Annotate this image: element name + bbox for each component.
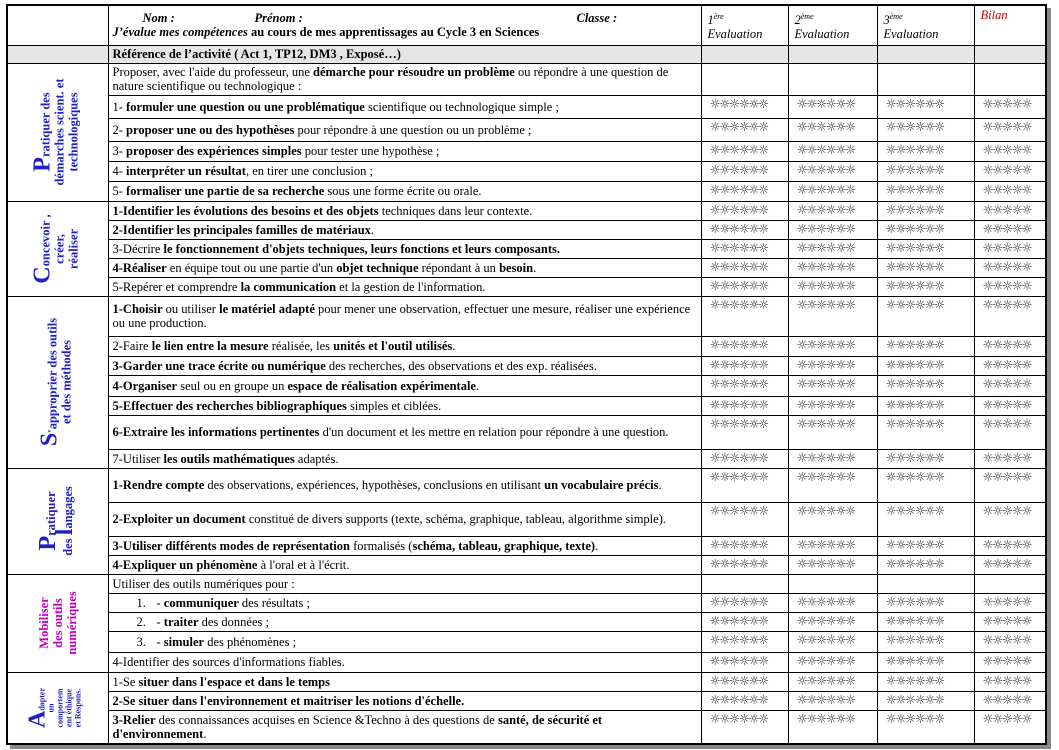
- competence-row: 5-Repérer et comprendre la communication et la gestion de l'information.: [108, 277, 701, 296]
- star-rating-bilan[interactable]: ☼☼☼☼☼: [974, 555, 1046, 574]
- star-rating-eval2[interactable]: ☼☼☼☼☼☼: [788, 375, 877, 396]
- star-rating-eval1[interactable]: ☼☼☼☼☼☼: [701, 296, 788, 336]
- prenom-label: Prénom :: [254, 11, 303, 26]
- star-rating-eval1[interactable]: ☼☼☼☼☼☼: [701, 415, 788, 449]
- star-rating-bilan[interactable]: ☼☼☼☼☼: [974, 449, 1046, 468]
- star-rating-eval3[interactable]: ☼☼☼☼☼☼: [877, 239, 974, 258]
- star-rating-eval2[interactable]: ☼☼☼☼☼☼: [788, 220, 877, 239]
- star-rating-bilan[interactable]: ☼☼☼☼☼: [974, 593, 1046, 612]
- star-rating-eval2[interactable]: ☼☼☼☼☼☼: [788, 612, 877, 631]
- star-rating-bilan[interactable]: ☼☼☼☼☼: [974, 296, 1046, 336]
- star-rating-eval3[interactable]: ☼☼☼☼☼☼: [877, 181, 974, 201]
- star-rating-eval3[interactable]: ☼☼☼☼☼☼: [877, 536, 974, 555]
- star-rating-eval3[interactable]: ☼☼☼☼☼☼: [877, 555, 974, 574]
- star-rating-eval1[interactable]: ☼☼☼☼☼☼: [701, 141, 788, 161]
- star-rating-eval3[interactable]: ☼☼☼☼☼☼: [877, 652, 974, 672]
- star-rating-eval1[interactable]: ☼☼☼☼☼☼: [701, 555, 788, 574]
- star-rating-eval3[interactable]: ☼☼☼☼☼☼: [877, 220, 974, 239]
- star-rating-bilan[interactable]: ☼☼☼☼☼: [974, 95, 1046, 118]
- star-rating-bilan[interactable]: ☼☼☼☼☼: [974, 181, 1046, 201]
- star-rating-eval1[interactable]: ☼☼☼☼☼☼: [701, 336, 788, 356]
- star-rating-eval1[interactable]: ☼☼☼☼☼☼: [701, 356, 788, 375]
- star-rating-eval2[interactable]: ☼☼☼☼☼☼: [788, 95, 877, 118]
- star-rating-eval1[interactable]: ☼☼☼☼☼☼: [701, 239, 788, 258]
- star-rating-eval3[interactable]: ☼☼☼☼☼☼: [877, 95, 974, 118]
- eval2-header: 2ème Evaluation: [788, 5, 877, 45]
- competence-row: 3-Décrire le fonctionnement d'objets techniques, leurs fonctions et leurs composants.: [108, 239, 701, 258]
- competence-row: 3. - simuler des phénomènes ;: [108, 631, 701, 652]
- star-rating-eval1[interactable]: ☼☼☼☼☼☼: [701, 449, 788, 468]
- star-rating-bilan[interactable]: ☼☼☼☼☼: [974, 375, 1046, 396]
- competence-row: Utiliser des outils numériques pour :: [108, 574, 701, 593]
- star-rating-bilan[interactable]: ☼☼☼☼☼: [974, 141, 1046, 161]
- category-pratiquer-langages: Pratiquer des langages: [7, 468, 108, 574]
- star-rating-bilan[interactable]: ☼☼☼☼☼: [974, 612, 1046, 631]
- star-rating-eval3[interactable]: ☼☼☼☼☼☼: [877, 710, 974, 744]
- star-rating-eval3[interactable]: ☼☼☼☼☼☼: [877, 415, 974, 449]
- star-rating-bilan[interactable]: ☼☼☼☼☼: [974, 220, 1046, 239]
- star-rating-eval2[interactable]: ☼☼☼☼☼☼: [788, 356, 877, 375]
- star-rating-eval2[interactable]: ☼☼☼☼☼☼: [788, 239, 877, 258]
- star-rating-eval3[interactable]: ☼☼☼☼☼☼: [877, 593, 974, 612]
- competence-row: 3-Relier des connaissances acquises en Science &Techno à des questions de santé, de sécurité et d'environnement.: [108, 710, 701, 744]
- star-rating-eval1[interactable]: ☼☼☼☼☼☼: [701, 672, 788, 691]
- star-rating-eval2[interactable]: ☼☼☼☼☼☼: [788, 631, 877, 652]
- category-pratiquer-demarches: Pratiquer des démarches scient. et technologiques: [7, 63, 108, 201]
- competence-grid: [6, 4, 1047, 745]
- star-rating-eval2[interactable]: ☼☼☼☼☼☼: [788, 652, 877, 672]
- header-identity: [108, 5, 701, 45]
- star-rating-eval2[interactable]: ☼☼☼☼☼☼: [788, 201, 877, 220]
- star-rating-eval3[interactable]: ☼☼☼☼☼☼: [877, 612, 974, 631]
- star-rating-eval1[interactable]: ☼☼☼☼☼☼: [701, 612, 788, 631]
- eval3-header: 3ème Evaluation: [877, 5, 974, 45]
- corner-cell: [7, 5, 108, 45]
- reference-bilan[interactable]: [974, 45, 1046, 63]
- star-rating-eval3[interactable]: ☼☼☼☼☼☼: [877, 296, 974, 336]
- competence-row: 1- formuler une question ou une problématique scientifique ou technologique simple ;: [108, 95, 701, 118]
- category-adopter-comportement: Adopter un comportem ent éthique et Respons.: [7, 672, 108, 744]
- star-rating-eval1[interactable]: ☼☼☼☼☼☼: [701, 181, 788, 201]
- eval1-header: 1ère Evaluation: [701, 5, 788, 45]
- star-rating-eval1[interactable]: ☼☼☼☼☼☼: [701, 277, 788, 296]
- star-rating-eval2[interactable]: ☼☼☼☼☼☼: [788, 396, 877, 415]
- star-rating-bilan[interactable]: ☼☼☼☼☼: [974, 396, 1046, 415]
- star-rating-eval2[interactable]: ☼☼☼☼☼☼: [788, 258, 877, 277]
- competence-row: 5- formaliser une partie de sa recherche sous une forme écrite ou orale.: [108, 181, 701, 201]
- competence-row: 2. - traiter des données ;: [108, 612, 701, 631]
- star-rating-eval3[interactable]: ☼☼☼☼☼☼: [877, 375, 974, 396]
- star-rating-eval1[interactable]: ☼☼☼☼☼☼: [701, 118, 788, 141]
- star-rating-eval2[interactable]: ☼☼☼☼☼☼: [788, 415, 877, 449]
- competence-row: 6-Extraire les informations pertinentes d'un document et les mettre en relation pour répondre à une question.: [108, 415, 701, 449]
- category-concevoir: Concevoir , créer, réaliser: [7, 201, 108, 296]
- competence-row: 4-Réaliser en équipe tout ou une partie d'un objet technique répondant à un besoin.: [108, 258, 701, 277]
- competence-row: 2-Faire le lien entre la mesure réalisée, les unités et l'outil utilisés.: [108, 336, 701, 356]
- star-rating-bilan[interactable]: ☼☼☼☼☼: [974, 277, 1046, 296]
- star-rating-eval2[interactable]: ☼☼☼☼☼☼: [788, 161, 877, 181]
- competence-row: 2-Exploiter un document constitué de divers supports (texte, schéma, graphique, tableau, algorithme simple).: [108, 502, 701, 536]
- star-rating-eval3[interactable]: ☼☼☼☼☼☼: [877, 356, 974, 375]
- star-rating-bilan[interactable]: ☼☼☼☼☼: [974, 118, 1046, 141]
- competence-row: 5-Effectuer des recherches bibliographiques simples et ciblées.: [108, 396, 701, 415]
- classe-label: Classe :: [576, 11, 618, 26]
- star-rating-eval3[interactable]: ☼☼☼☼☼☼: [877, 258, 974, 277]
- star-rating-eval1[interactable]: ☼☼☼☼☼☼: [701, 468, 788, 502]
- competence-row: 3- proposer des expériences simples pour tester une hypothèse ;: [108, 141, 701, 161]
- competence-row: 1-Se situer dans l'espace et dans le temps: [108, 672, 701, 691]
- star-rating-eval2[interactable]: ☼☼☼☼☼☼: [788, 336, 877, 356]
- star-rating-eval2[interactable]: ☼☼☼☼☼☼: [788, 691, 877, 710]
- competence-row: 2- proposer une ou des hypothèses pour répondre à une question ou un problème ;: [108, 118, 701, 141]
- star-rating-eval1[interactable]: ☼☼☼☼☼☼: [701, 375, 788, 396]
- reference-eval2[interactable]: [788, 45, 877, 63]
- star-rating-eval3[interactable]: ☼☼☼☼☼☼: [877, 502, 974, 536]
- star-rating-eval2[interactable]: ☼☼☼☼☼☼: [788, 555, 877, 574]
- star-rating-bilan[interactable]: ☼☼☼☼☼: [974, 468, 1046, 502]
- star-rating-bilan[interactable]: ☼☼☼☼☼: [974, 415, 1046, 449]
- star-rating-bilan[interactable]: ☼☼☼☼☼: [974, 652, 1046, 672]
- competence-row: 7-Utiliser les outils mathématiques adaptés.: [108, 449, 701, 468]
- star-rating-eval3[interactable]: ☼☼☼☼☼☼: [877, 396, 974, 415]
- star-rating-eval1[interactable]: ☼☼☼☼☼☼: [701, 201, 788, 220]
- competence-row: 4-Expliquer un phénomène à l'oral et à l'écrit.: [108, 555, 701, 574]
- star-rating-eval3[interactable]: ☼☼☼☼☼☼: [877, 336, 974, 356]
- competence-row: 3-Garder une trace écrite ou numérique des recherches, des observations et des exp. réalisées.: [108, 356, 701, 375]
- nom-label: Nom :: [142, 11, 175, 26]
- star-rating-bilan[interactable]: ☼☼☼☼☼: [974, 536, 1046, 555]
- page-title: J’évalue mes compétences au cours de mes apprentissages au Cycle 3 en Sciences: [112, 25, 540, 40]
- star-rating-eval2[interactable]: ☼☼☼☼☼☼: [788, 593, 877, 612]
- star-rating-eval2[interactable]: ☼☼☼☼☼☼: [788, 181, 877, 201]
- competence-row: 3-Utiliser différents modes de représentation formalisés (schéma, tableau, graphique, texte).: [108, 536, 701, 555]
- star-rating-eval1[interactable]: ☼☼☼☼☼☼: [701, 396, 788, 415]
- competence-row: 1-Rendre compte des observations, expériences, hypothèses, conclusions en utilisant un vocabulaire précis.: [108, 468, 701, 502]
- star-rating-eval2[interactable]: ☼☼☼☼☼☼: [788, 449, 877, 468]
- star-rating-eval2[interactable]: ☼☼☼☼☼☼: [788, 710, 877, 744]
- competence-row: 4-Organiser seul ou en groupe un espace de réalisation expérimentale.: [108, 375, 701, 396]
- competence-row: Proposer, avec l'aide du professeur, une démarche pour résoudre un problème ou répondre à une question de nature scientifique ou technologique :: [108, 63, 701, 95]
- star-rating-eval3[interactable]: ☼☼☼☼☼☼: [877, 201, 974, 220]
- reference-eval3[interactable]: [877, 45, 974, 63]
- star-rating-eval1[interactable]: ☼☼☼☼☼☼: [701, 95, 788, 118]
- star-rating-eval2[interactable]: ☼☼☼☼☼☼: [788, 536, 877, 555]
- star-rating-bilan[interactable]: ☼☼☼☼☼: [974, 710, 1046, 744]
- star-rating-eval2[interactable]: ☼☼☼☼☼☼: [788, 296, 877, 336]
- star-rating-bilan[interactable]: ☼☼☼☼☼: [974, 336, 1046, 356]
- star-rating-eval1[interactable]: ☼☼☼☼☼☼: [701, 593, 788, 612]
- star-rating-bilan[interactable]: ☼☼☼☼☼: [974, 239, 1046, 258]
- star-rating-bilan[interactable]: ☼☼☼☼☼: [974, 356, 1046, 375]
- star-rating-eval3[interactable]: ☼☼☼☼☼☼: [877, 141, 974, 161]
- star-rating-eval1[interactable]: ☼☼☼☼☼☼: [701, 258, 788, 277]
- reference-row-label: Référence de l’activité ( Act 1, TP12, DM3 , Exposé…): [108, 45, 701, 63]
- competence-row: 2-Se situer dans l'environnement et maitriser les notions d'échelle.: [108, 691, 701, 710]
- star-rating-eval3[interactable]: ☼☼☼☼☼☼: [877, 277, 974, 296]
- star-rating-eval1[interactable]: ☼☼☼☼☼☼: [701, 652, 788, 672]
- competence-row: 1-Choisir ou utiliser le matériel adapté pour mener une observation, effectuer une mesure, réaliser une expérience ou une production.: [108, 296, 701, 336]
- star-rating-eval3[interactable]: ☼☼☼☼☼☼: [877, 672, 974, 691]
- star-rating-eval3[interactable]: ☼☼☼☼☼☼: [877, 631, 974, 652]
- star-rating-eval2[interactable]: ☼☼☼☼☼☼: [788, 502, 877, 536]
- star-rating-eval3[interactable]: ☼☼☼☼☼☼: [877, 691, 974, 710]
- star-rating-bilan[interactable]: ☼☼☼☼☼: [974, 161, 1046, 181]
- competence-row: 4-Identifier des sources d'informations fiables.: [108, 652, 701, 672]
- star-rating-eval1[interactable]: ☼☼☼☼☼☼: [701, 536, 788, 555]
- star-rating-eval2[interactable]: ☼☼☼☼☼☼: [788, 468, 877, 502]
- star-rating-eval1[interactable]: ☼☼☼☼☼☼: [701, 502, 788, 536]
- category-mobiliser-outils: Mobiliser des outils numériques: [7, 574, 108, 672]
- bilan-header: Bilan: [974, 5, 1046, 45]
- star-rating-eval1[interactable]: ☼☼☼☼☼☼: [701, 220, 788, 239]
- star-rating-bilan[interactable]: ☼☼☼☼☼: [974, 631, 1046, 652]
- star-rating-eval3[interactable]: ☼☼☼☼☼☼: [877, 118, 974, 141]
- competence-row: 1. - communiquer des résultats ;: [108, 593, 701, 612]
- competence-row: 2-Identifier les principales familles de matériaux.: [108, 220, 701, 239]
- star-rating-eval3[interactable]: ☼☼☼☼☼☼: [877, 468, 974, 502]
- star-rating-eval2[interactable]: ☼☼☼☼☼☼: [788, 118, 877, 141]
- star-rating-eval3[interactable]: ☼☼☼☼☼☼: [877, 161, 974, 181]
- star-rating-eval1[interactable]: ☼☼☼☼☼☼: [701, 710, 788, 744]
- star-rating-eval2[interactable]: ☼☼☼☼☼☼: [788, 277, 877, 296]
- star-rating-eval1[interactable]: ☼☼☼☼☼☼: [701, 631, 788, 652]
- star-rating-eval2[interactable]: ☼☼☼☼☼☼: [788, 141, 877, 161]
- category-sapproprier: S'approprier des outils et des méthodes: [7, 296, 108, 468]
- star-rating-eval1[interactable]: ☼☼☼☼☼☼: [701, 161, 788, 181]
- star-rating-bilan[interactable]: ☼☼☼☼☼: [974, 691, 1046, 710]
- competence-row: 1-Identifier les évolutions des besoins et des objets techniques dans leur contexte.: [108, 201, 701, 220]
- star-rating-bilan[interactable]: ☼☼☼☼☼: [974, 201, 1046, 220]
- star-rating-bilan[interactable]: ☼☼☼☼☼: [974, 502, 1046, 536]
- star-rating-bilan[interactable]: ☼☼☼☼☼: [974, 672, 1046, 691]
- competence-row: 4- interpréter un résultat, en tirer une conclusion ;: [108, 161, 701, 181]
- star-rating-eval3[interactable]: ☼☼☼☼☼☼: [877, 449, 974, 468]
- star-rating-eval2[interactable]: ☼☼☼☼☼☼: [788, 672, 877, 691]
- reference-eval1[interactable]: [701, 45, 788, 63]
- star-rating-bilan[interactable]: ☼☼☼☼☼: [974, 258, 1046, 277]
- star-rating-eval1[interactable]: ☼☼☼☼☼☼: [701, 691, 788, 710]
